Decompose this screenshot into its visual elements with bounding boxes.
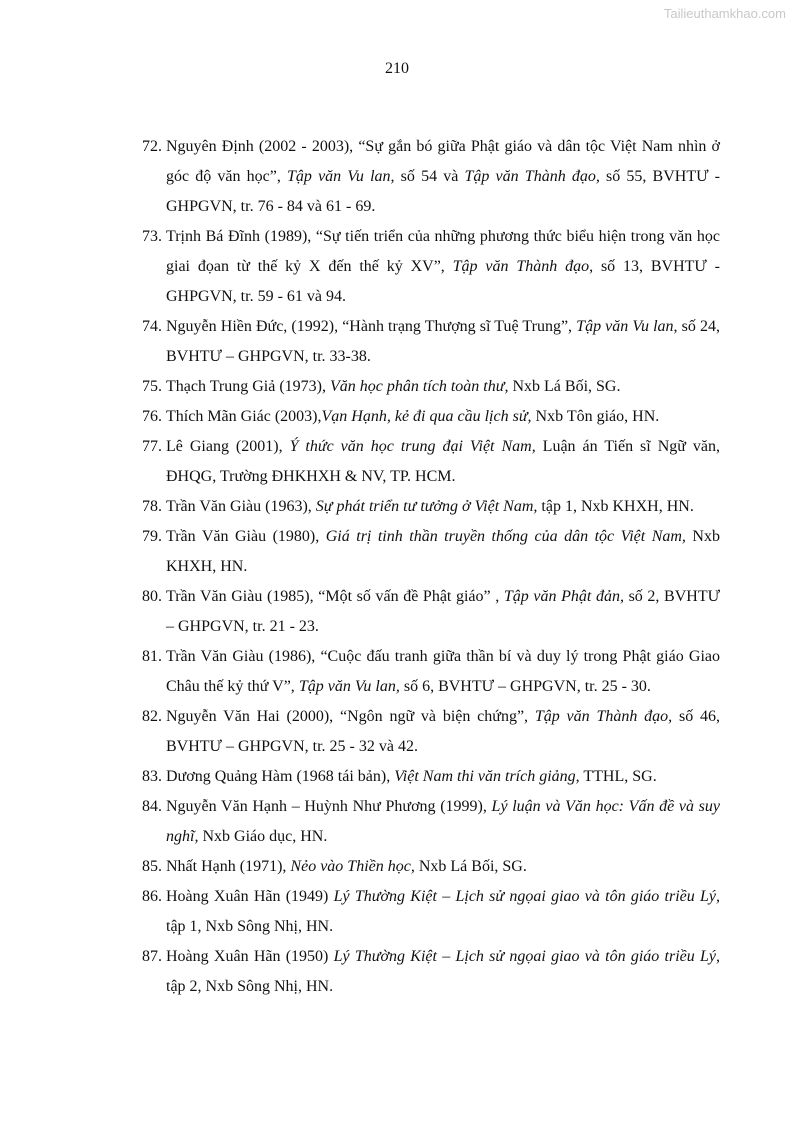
reference-text: Trần Văn Giàu (1985), “Một số vấn đề Phật giáo” , — [166, 588, 504, 605]
reference-number: 77. — [142, 438, 162, 455]
reference-title: Tập văn Thành đạo — [452, 258, 590, 275]
reference-title: Tập văn Vu lan, — [298, 678, 400, 695]
reference-title: Tập văn Thành đạo, — [464, 168, 600, 185]
reference-text: Hoàng Xuân Hãn (1949) — [166, 888, 334, 905]
reference-item — [142, 402, 720, 432]
reference-text: tập 1, Nxb Sông Nhị, HN. — [166, 918, 334, 935]
reference-title: Văn học phân tích toàn thư, — [329, 378, 509, 395]
reference-number: 84. — [142, 798, 162, 815]
reference-item — [142, 882, 720, 942]
reference-title: Tập văn Phật đản, — [503, 588, 624, 605]
reference-item — [142, 372, 720, 402]
reference-item — [142, 312, 720, 372]
reference-title: Sự phát triển tư tưởng ở Việt Nam, — [315, 498, 538, 515]
reference-text: Trịnh Bá Đĩnh (1989), “Sự tiến triển của những phương thức biểu hiện trong văn học giai đọan từ thế kỷ X đến thế kỷ XV”, — [166, 228, 720, 275]
reference-text: Nxb Giáo dục, HN. — [198, 828, 328, 845]
reference-title: Tập văn Vu lan, — [287, 168, 395, 185]
reference-number: 86. — [142, 888, 162, 905]
reference-title: Tập văn Thành đạo, — [534, 708, 673, 725]
reference-title: Lý Thường Kiệt – Lịch sử ngọai giao và tôn giáo triều Lý, — [333, 948, 721, 965]
reference-text: tập 2, Nxb Sông Nhị, HN. — [166, 978, 334, 995]
reference-text: Thích Mãn Giác (2003), — [166, 408, 322, 425]
reference-item — [142, 702, 720, 762]
reference-number: 81. — [142, 648, 162, 665]
reference-text: Dương Quảng Hàm (1968 tái bản), — [166, 768, 395, 785]
reference-item — [142, 762, 720, 792]
reference-text: Nguyễn Văn Hai (2000), “Ngôn ngữ và biện chứng”, — [166, 708, 535, 725]
reference-text: Nxb Lá Bối, SG. — [414, 858, 527, 875]
reference-text: Nhất Hạnh (1971), — [166, 858, 291, 875]
reference-title: Vạn Hạnh, kẻ đi qua cầu lịch sử, — [321, 408, 532, 425]
reference-number: 85. — [142, 858, 162, 875]
reference-text: TTHL, SG. — [579, 768, 657, 785]
page-number: 210 — [385, 60, 409, 77]
reference-text: Lê Giang (2001), — [166, 438, 290, 455]
watermark-text: Tailieuthamkhao.com — [663, 6, 786, 21]
reference-text: Nxb Tôn giáo, HN. — [531, 408, 660, 425]
reference-text: Thạch Trung Giả (1973), — [166, 378, 330, 395]
reference-item — [142, 522, 720, 582]
reference-title: Lý Thường Kiệt – Lịch sử ngọai giao và tôn giáo triều Lý, — [333, 888, 721, 905]
reference-text: số 54 và — [394, 168, 465, 185]
reference-item — [142, 132, 720, 222]
reference-title: Ý thức văn học trung đại Việt Nam, — [289, 438, 536, 455]
reference-text: Nguyên Định (2002 - 2003), “Sự gắn bó giữa Phật giáo và dân tộc Việt Nam nhìn ở góc độ văn học”, — [166, 138, 720, 185]
reference-number: 74. — [142, 318, 162, 335]
reference-title: Việt Nam thi văn trích giảng, — [394, 768, 580, 785]
reference-text: Hoàng Xuân Hãn (1950) — [166, 948, 334, 965]
reference-item — [142, 582, 720, 642]
reference-item — [142, 222, 720, 312]
reference-number: 78. — [142, 498, 162, 515]
reference-title: Lý luận và Văn học: Vấn đề và suy nghĩ, — [166, 798, 720, 845]
reference-number: 75. — [142, 378, 162, 395]
reference-title: Giá trị tinh thần truyền thống của dân tộc Việt Nam, — [325, 528, 686, 545]
reference-text: Luận án Tiến sĩ Ngữ văn, ĐHQG, Trường ĐHKHXH & NV, TP. HCM. — [166, 438, 721, 485]
reference-number: 72. — [142, 138, 162, 155]
reference-list — [142, 132, 720, 1002]
reference-text: số 46, BVHTƯ – GHPGVN, tr. 25 - 32 và 42. — [166, 708, 721, 755]
reference-text: , số 13, BVHTƯ - GHPGVN, tr. 59 - 61 và 94. — [166, 258, 721, 305]
reference-number: 79. — [142, 528, 162, 545]
reference-number: 87. — [142, 948, 162, 965]
reference-number: 82. — [142, 708, 162, 725]
reference-text: tập 1, Nxb KHXH, HN. — [537, 498, 694, 515]
reference-text: Trần Văn Giàu (1980), — [166, 528, 326, 545]
reference-item — [142, 792, 720, 852]
reference-text: Nxb Lá Bối, SG. — [508, 378, 621, 395]
reference-number: 80. — [142, 588, 162, 605]
reference-item — [142, 492, 720, 522]
reference-text: Nguyễn Hiền Đức, (1992), “Hành trạng Thượng sĩ Tuệ Trung”, — [166, 318, 577, 335]
reference-text: số 2, BVHTƯ – GHPGVN, tr. 21 - 23. — [166, 588, 721, 635]
reference-title: Tập văn Vu lan — [576, 318, 674, 335]
reference-number: 73. — [142, 228, 162, 245]
reference-item — [142, 852, 720, 882]
reference-text: Nguyễn Văn Hạnh – Huỳnh Như Phương (1999), — [166, 798, 492, 815]
reference-item — [142, 642, 720, 702]
reference-text: số 55, BVHTƯ - GHPGVN, tr. 76 - 84 và 61 - 69. — [166, 168, 721, 215]
reference-item — [142, 942, 720, 1002]
reference-number: 83. — [142, 768, 162, 785]
reference-text: Trần Văn Giàu (1986), “Cuộc đấu tranh giữa thần bí và duy lý trong Phật giáo Giao Châu thế kỷ thứ V”, — [166, 648, 720, 695]
reference-number: 76. — [142, 408, 162, 425]
reference-text: số 6, BVHTƯ – GHPGVN, tr. 25 - 30. — [399, 678, 651, 695]
reference-text: Nxb KHXH, HN. — [166, 528, 720, 575]
reference-title: Nẻo vào Thiền học, — [290, 858, 415, 875]
reference-item — [142, 432, 720, 492]
reference-text: , số 24, BVHTƯ – GHPGVN, tr. 33-38. — [166, 318, 720, 365]
reference-text: Trần Văn Giàu (1963), — [166, 498, 316, 515]
